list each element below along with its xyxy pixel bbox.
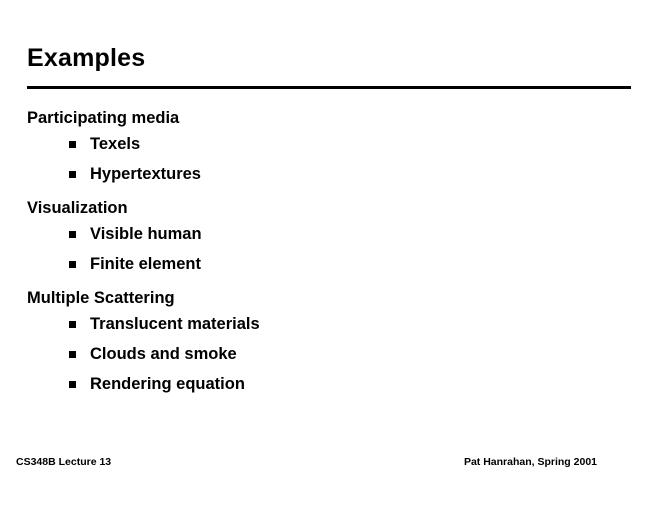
- section-heading-visualization: Visualization: [27, 199, 128, 217]
- list-item-label: Clouds and smoke: [90, 345, 237, 363]
- square-bullet-icon: [69, 381, 76, 388]
- square-bullet-icon: [69, 231, 76, 238]
- list-item: [27, 164, 631, 184]
- list-item-label: Translucent materials: [90, 315, 260, 333]
- list-item: [27, 224, 631, 244]
- section-heading-participating-media: Participating media: [27, 109, 180, 127]
- title-divider: [27, 86, 631, 89]
- footer-author-label: Pat Hanrahan, Spring 2001: [463, 456, 597, 468]
- section-heading-multiple-scattering: Multiple Scattering: [27, 289, 175, 307]
- square-bullet-icon: [69, 351, 76, 358]
- list-item: [27, 344, 631, 364]
- list-item-label: Rendering equation: [90, 375, 245, 393]
- square-bullet-icon: [69, 321, 76, 328]
- square-bullet-icon: [69, 171, 76, 178]
- square-bullet-icon: [69, 261, 76, 268]
- slide-body: [27, 108, 631, 404]
- slide-footer: [16, 456, 644, 472]
- list-item: [27, 314, 631, 334]
- list-item-label: Hypertextures: [90, 165, 201, 183]
- list-item: [27, 134, 631, 154]
- list-item: [27, 374, 631, 394]
- footer-course-label: CS348B Lecture 13: [16, 456, 112, 468]
- page-title: Examples: [27, 44, 146, 72]
- list-item-label: Visible human: [90, 225, 202, 243]
- square-bullet-icon: [69, 141, 76, 148]
- list-item-label: Texels: [90, 135, 141, 153]
- list-item-label: Finite element: [90, 255, 201, 273]
- list-item: [27, 254, 631, 274]
